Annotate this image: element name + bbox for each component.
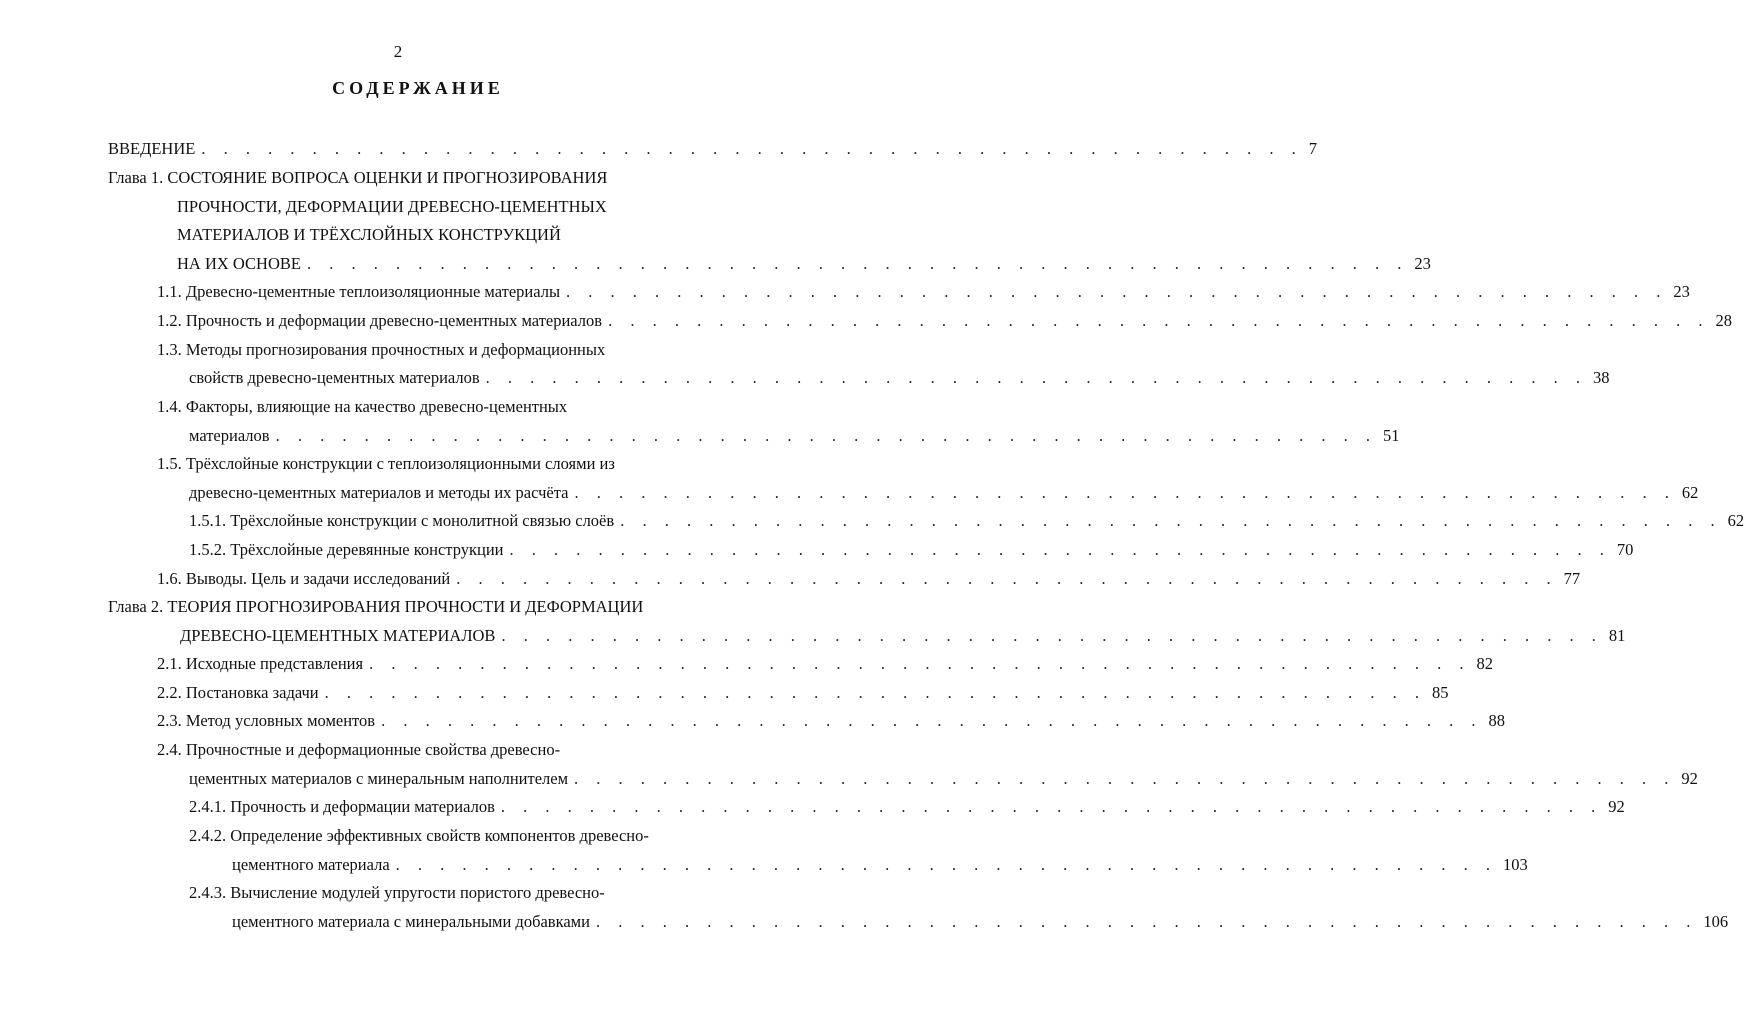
dot-leader: . . . . . . . . . . . . . . . . . . . . . . . . . . . . . . . . . . . . . . . . . . . . . . . . . . (574, 483, 1676, 502)
toc-entry-title: цементных материалов с минеральным наполнителем (189, 769, 569, 788)
toc-entry-1-3[interactable] (189, 366, 1610, 390)
dot-leader: . . . . . . . . . . . . . . . . . . . . . . . . . . . . . . . . . . . . . . . . . . . . . . . . . . (306, 254, 1409, 273)
toc-entry-2-4-2-line[interactable]: 2.4.2. Определение эффективных свойств компонентов древесно- (189, 826, 649, 845)
toc-entry-title: материалов (189, 426, 270, 445)
toc-entry-title: ВВЕДЕНИЕ (108, 139, 196, 158)
toc-entry-title: 1.6. Выводы. Цель и задачи исследований (157, 569, 451, 588)
dot-leader: . . . . . . . . . . . . . . . . . . . . . . . . . . . . . . . . . . . . . . . . . . . . . . . . . . (381, 711, 1483, 730)
toc-entry-chapter-1[interactable] (177, 252, 1431, 276)
toc-entry-1-1[interactable] (157, 280, 1690, 304)
dot-leader: . . . . . . . . . . . . . . . . . . . . . . . . . . . . . . . . . . . . . . . . . . . . . . . . . . (485, 368, 1588, 387)
toc-entry-2-4-1[interactable] (189, 795, 1625, 819)
toc-entry-1-6[interactable] (157, 567, 1581, 591)
toc-page-number: 103 (1503, 855, 1528, 874)
dot-leader: . . . . . . . . . . . . . . . . . . . . . . . . . . . . . . . . . . . . . . . . . . . . . . . . . . (275, 426, 1377, 445)
dot-leader: . . . . . . . . . . . . . . . . . . . . . . . . . . . . . . . . . . . . . . . . . . . . . . . . . . (509, 540, 1611, 559)
toc-entry-1-5-1[interactable] (189, 509, 1744, 533)
toc-entry-title: свойств древесно-цементных материалов (189, 368, 480, 387)
toc-chapter-2-line[interactable]: Глава 2. ТЕОРИЯ ПРОГНОЗИРОВАНИЯ ПРОЧНОСТИ И ДЕФОРМАЦИИ (108, 597, 644, 616)
toc-page-number: 70 (1616, 540, 1634, 559)
page-title: СОДЕРЖАНИЕ (332, 78, 504, 98)
toc-page-number: 38 (1593, 368, 1610, 387)
dot-leader: . . . . . . . . . . . . . . . . . . . . . . . . . . . . . . . . . . . . . . . . . . . . . . . . . . (608, 311, 1710, 330)
dot-leader: . . . . . . . . . . . . . . . . . . . . . . . . . . . . . . . . . . . . . . . . . . . . . . . . . . (456, 569, 1558, 588)
toc-page-number: 62 (1727, 511, 1744, 530)
toc-entry-1-5-line[interactable]: 1.5. Трёхслойные конструкции с теплоизоляционными слоями из (157, 454, 615, 473)
toc-page-number: 106 (1703, 912, 1729, 931)
toc-entry-title: цементного материала с минеральными добавками (232, 912, 590, 931)
toc-entry-2-4-3-line[interactable]: 2.4.3. Вычисление модулей упругости пористого древесно- (189, 883, 605, 902)
toc-entry-title: 2.4.1. Прочность и деформации материалов (189, 797, 495, 816)
toc-page-number: 7 (1308, 139, 1317, 158)
toc-chapter-1-line: МАТЕРИАЛОВ И ТРЁХСЛОЙНЫХ КОНСТРУКЦИЙ (177, 225, 561, 244)
toc-entry-1-5[interactable] (189, 481, 1699, 505)
page-number: 2 (393, 42, 403, 61)
dot-leader: . . . . . . . . . . . . . . . . . . . . . . . . . . . . . . . . . . . . . . . . . . . . . . . . . . (501, 626, 1603, 645)
toc-entry-title: ДРЕВЕСНО-ЦЕМЕНТНЫХ МАТЕРИАЛОВ (180, 626, 496, 645)
toc-page-number: 92 (1681, 769, 1698, 788)
toc-entry-title: цементного материала (232, 855, 390, 874)
toc-entry-1-2[interactable] (157, 309, 1732, 333)
toc-entry-2-3[interactable] (157, 709, 1505, 733)
dot-leader: . . . . . . . . . . . . . . . . . . . . . . . . . . . . . . . . . . . . . . . . . . . . . . . . . . (324, 683, 1426, 702)
dot-leader: . . . . . . . . . . . . . . . . . . . . . . . . . . . . . . . . . . . . . . . . . . . . . . . . . . (595, 912, 1698, 931)
toc-page-number: 51 (1382, 426, 1400, 445)
toc-page-number: 81 (1608, 626, 1626, 645)
toc-entry-title: 2.2. Постановка задачи (157, 683, 319, 702)
toc-chapter-1-line[interactable]: Глава 1. СОСТОЯНИЕ ВОПРОСА ОЦЕНКИ И ПРОГНОЗИРОВАНИЯ (108, 168, 608, 187)
toc-entry-title: НА ИХ ОСНОВЕ (177, 254, 301, 273)
toc-entry-title: древесно-цементных материалов и методы их расчёта (189, 483, 569, 502)
toc-entry-1-4-line[interactable]: 1.4. Факторы, влияющие на качество древесно-цементных (157, 397, 568, 416)
toc-entry-title: 1.5.1. Трёхслойные конструкции с монолитной связью слоёв (189, 511, 615, 530)
dot-leader: . . . . . . . . . . . . . . . . . . . . . . . . . . . . . . . . . . . . . . . . . . . . . . . . . . (369, 654, 1471, 673)
toc-page-number: 23 (1673, 282, 1690, 301)
toc-page-number: 23 (1414, 254, 1431, 273)
toc-entry-1-5-2[interactable] (189, 538, 1634, 562)
toc-entry-intro[interactable] (108, 137, 1317, 161)
toc-entry-title: 2.1. Исходные представления (157, 654, 364, 673)
toc-entry-title: 2.3. Метод условных моментов (157, 711, 376, 730)
toc-entry-2-4[interactable] (189, 767, 1698, 791)
toc-entry-title: 1.5.2. Трёхслойные деревянные конструкции (189, 540, 504, 559)
toc-entry-chapter-2[interactable] (180, 624, 1626, 648)
toc-entry-2-4-3[interactable] (232, 910, 1729, 934)
toc-page-number: 77 (1563, 569, 1581, 588)
dot-leader: . . . . . . . . . . . . . . . . . . . . . . . . . . . . . . . . . . . . . . . . . . . . . . . . . . (620, 511, 1722, 530)
toc-page-number: 28 (1715, 311, 1732, 330)
dot-leader: . . . . . . . . . . . . . . . . . . . . . . . . . . . . . . . . . . . . . . . . . . . . . . . . . . (574, 769, 1676, 788)
toc-entry-1-4[interactable] (189, 424, 1400, 448)
toc-chapter-1-line: ПРОЧНОСТИ, ДЕФОРМАЦИИ ДРЕВЕСНО-ЦЕМЕНТНЫХ (177, 197, 607, 216)
dot-leader: . . . . . . . . . . . . . . . . . . . . . . . . . . . . . . . . . . . . . . . . . . . . . . . . . . (201, 139, 1303, 158)
toc-page-number: 62 (1681, 483, 1699, 502)
toc-entry-1-3-line[interactable]: 1.3. Методы прогнозирования прочностных и деформационных (157, 340, 606, 359)
dot-leader: . . . . . . . . . . . . . . . . . . . . . . . . . . . . . . . . . . . . . . . . . . . . . . . . . . (566, 282, 1668, 301)
toc-entry-title: 1.1. Древесно-цементные теплоизоляционные материалы (157, 282, 561, 301)
dot-leader: . . . . . . . . . . . . . . . . . . . . . . . . . . . . . . . . . . . . . . . . . . . . . . . . . . (395, 855, 1498, 874)
toc-entry-2-2[interactable] (157, 681, 1449, 705)
toc-entry-2-4-line[interactable]: 2.4. Прочностные и деформационные свойства древесно- (157, 740, 561, 759)
toc-page-number: 92 (1608, 797, 1625, 816)
dot-leader: . . . . . . . . . . . . . . . . . . . . . . . . . . . . . . . . . . . . . . . . . . . . . . . . . . (500, 797, 1603, 816)
toc-page-number: 85 (1432, 683, 1449, 702)
toc-entry-title: 1.2. Прочность и деформации древесно-цементных материалов (157, 311, 603, 330)
toc-entry-2-1[interactable] (157, 652, 1493, 676)
toc-page-number: 88 (1488, 711, 1505, 730)
toc-page-number: 82 (1476, 654, 1493, 673)
toc-entry-2-4-2[interactable] (232, 853, 1528, 877)
